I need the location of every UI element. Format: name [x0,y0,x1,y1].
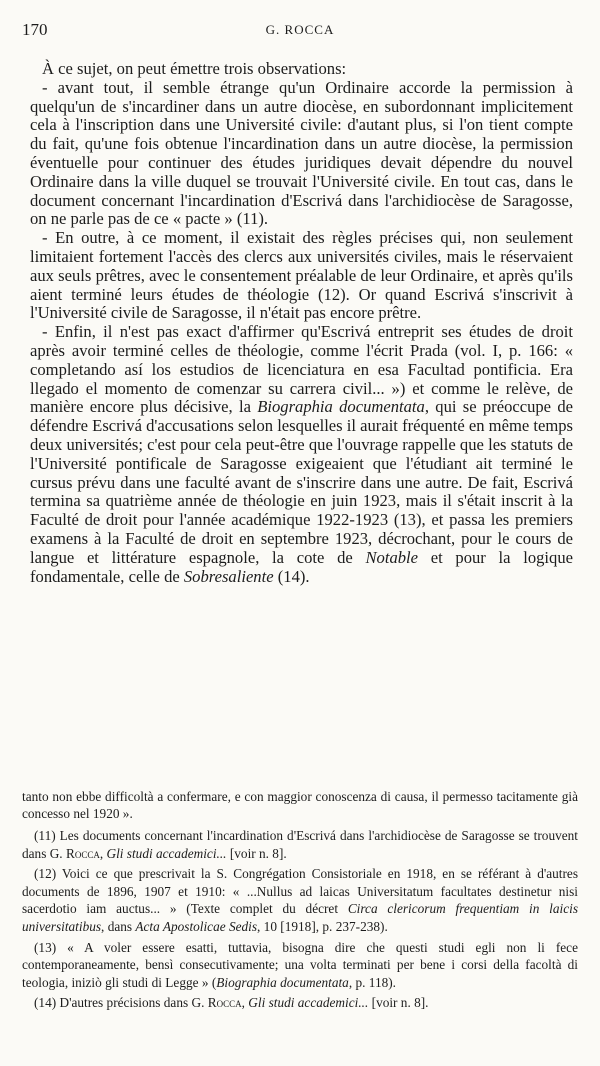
text-segment: (14) D'autres précisions dans G. [34,995,208,1011]
footnote-continuation [22,788,578,822]
text-segment: , 10 [1918], p. 237-238). [257,918,388,934]
text-segment: , dans [101,918,136,934]
paragraph-intro: À ce sujet, on peut émettre trois observations: [42,59,347,78]
book-title: Biographia documentata [257,397,425,417]
main-text [30,60,573,586]
footnotes [22,827,578,1015]
text-segment: et pour la logique fondamentale, celle de [30,547,574,586]
text-segment: [voir n. 8]. [368,995,429,1011]
page-header [22,20,578,44]
paragraph-second-observation: - En outre, à ce moment, il existait des règles précises qui, non seulement limitaient fortement l'accès des clercs aux universités civiles, mais le réservaient aux seuls prêtres, avec le consentement préalable de leur Ordinaire, et après qu'ils aient terminé leurs études de théologie (12). Or quand Escrivá s'inscrivit à l'Université civile de Saragosse, il n'était pas encore prêtre. [30,228,573,323]
decree-title: Circa clericorum frequentiam in laicis universitatibus [22,901,578,934]
text-segment: (13) « A voler essere esatti, tuttavia, bisogna dire che questi studi egli non li fece contemporaneamente, bensì consecutivamente; una volta terminati per bene i corsi della facoltà di teologia, iniziò gli studi di Legge » ( [22,939,578,990]
journal-title: Acta Apostolicae Sedis [135,918,258,934]
text-segment: (12) Voici ce que prescrivait la S. Congrégation Consistoriale en 1918, en se référant à d'autres documents de 1896, 1907 et 1910: « ...Nullus ad laicas Universitatum facultates destinetur nisi sacerdotio iam auctus... » (Texte complet du décret [22,866,578,917]
text-segment: - Enfin, il n'est pas exact d'affirmer qu'Escrivá entreprit ses études de droit après avoir terminé celles de théologie, comme l'écrit Prada (vol. I, p. 166: « completando así los estudios de licenciatura en esa Facultad pontificia. Era llegado el momento de comenzar su carrera civil... ») et comme le relève, de manière encore plus décisive, la [30,322,573,417]
text-segment: (11) Les documents concernant l'incardination d'Escrivá dans l'archidiocèse de Saragosse se trouvent dans G. [22,828,578,861]
footnote-12 [22,865,578,935]
text-segment: , [99,845,107,861]
grade-sobresaliente: Sobresaliente [183,566,274,586]
text-segment: (14). [273,566,310,586]
running-head: G. ROCCA [265,22,335,37]
author-name: Rocca [207,995,242,1011]
book-title: Biographia documentata [216,974,349,990]
text-segment: [voir n. 8]. [226,845,287,861]
footnote-14 [22,994,578,1012]
page-number: 170 [22,20,48,39]
work-title: Gli studi accademici... [248,995,369,1011]
text-segment: , qui se préoccupe de défendre Escrivá d'accusations selon lesquelles il aurait fréquenté en même temps deux universités; c'est pour cela peut-être que l'ouvrage rappelle que les statuts de l'Université pontificale de Saragosse exigeaient que l'étudiant ait terminé le cursus prévu dans une faculté avant de s'inscrire dans une autre. De fait, Escrivá termina sa quatrième année de théologie en juin 1923, mais il s'était inscrit à la Faculté de droit pour l'année académique 1922-1923 (13), et passa les premiers examens à la Faculté de droit en septembre 1923, décrochant, pour le cours de langue et littérature espagnole, la cote de [30,397,573,567]
paragraph-first-observation: - avant tout, il semble étrange qu'un Ordinaire accorde la permission à quelqu'un de s'incardiner dans un autre diocèse, en subordonnant implicitement cela à l'inscription dans une Université civile: d'autant plus, si l'on tient compte du fait, qu'une fois obtenue l'incardination dans un autre diocèse, la permission éventuelle pour continuer des études juridiques devait dépendre du nouvel Ordinaire dans la ville duquel se trouvait l'Université civile. En tout cas, dans le document concernant l'incardination d'Escrivá dans l'archidiocèse de Saragosse, on ne parle pas de ce « pacte » (11). [30,77,573,229]
work-title: Gli studi accademici... [106,845,227,861]
text-segment: , [241,995,249,1011]
paragraph-third-observation [30,323,573,586]
grade-notable: Notable [365,547,419,567]
author-name: Rocca [65,845,100,861]
continuation-text: tanto non ebbe difficoltà a confermare, e con maggior conoscenza di causa, il permesso tacitamente già concesso nel 1920 ». [22,789,578,821]
footnote-11 [22,827,578,862]
text-segment: , p. 118). [348,974,396,990]
footnote-13 [22,939,578,992]
